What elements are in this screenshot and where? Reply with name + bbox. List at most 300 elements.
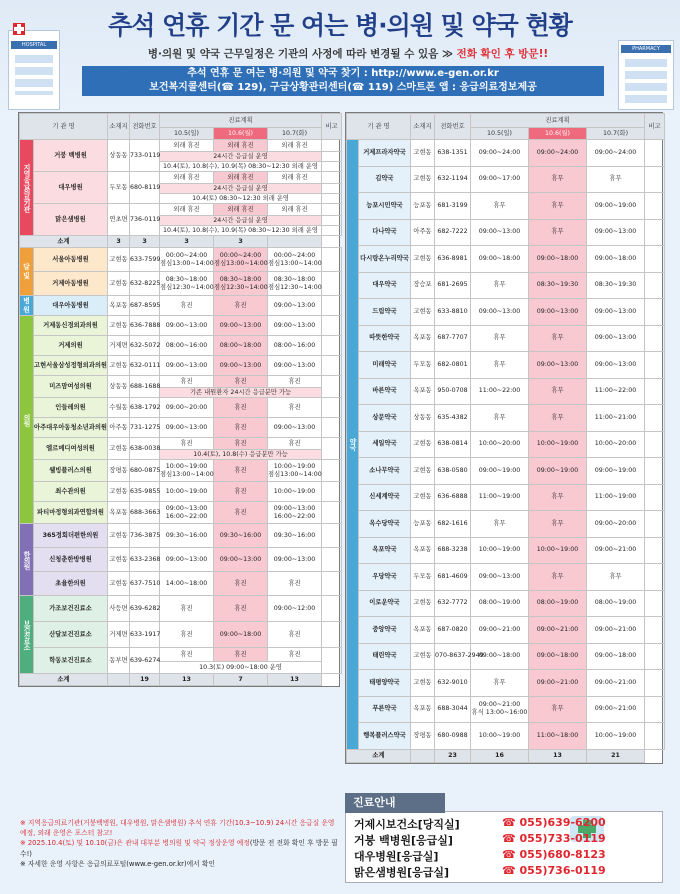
institution-name: 드림약국 [359,299,411,326]
table-cell: 휴진 [214,596,268,622]
info-line-phone: 보건복지콜센터(☎ 129), 구급상황관리센터(☎ 119) 스마트폰 앱 : 응급의료정보제공 [149,82,537,93]
institution-name: 초율한의원 [34,572,108,596]
phone-number: 637-7510 [130,572,160,596]
contact-row: 거제시보건소[당직실] ☎ 055)639-6200 [354,816,606,831]
table-cell: 휴진 [268,398,322,418]
table-cell: 고현동 [411,484,435,511]
info-line-website: 추석 연휴 문 여는 병·의원 및 약국 찾기 : http://www.e-gen.or.kr [187,68,499,79]
table-row [347,458,665,485]
table-cell: 고현동 [108,482,130,502]
table-cell: 09:00~21:00 [529,670,587,697]
table-cell: 08:00~18:00 [214,336,268,356]
table-cell: 7 [214,674,268,686]
table-cell: 09:00~18:00 [471,643,529,670]
table-cell: 두모동 [411,564,435,591]
phone-number[interactable]: ☎ 055)733-0119 [502,832,606,845]
table-row [347,378,665,405]
table-cell: 08:00~19:00 [529,590,587,617]
table-cell: 08:00~16:00 [160,336,214,356]
phone-number: 736-0119 [130,204,160,236]
table-cell: 10:00~19:00 점심13:00~14:00 [160,460,214,482]
table-cell [645,325,665,352]
institution-name: 학동보건진료소 [34,648,108,674]
institution-name: 거제프라자약국 [359,140,411,167]
table-cell [322,418,342,438]
footnote-2: ※ 2025.10.4(토) 및 10.10(금)은 관내 대부분 병의원 및 약국 정상운영 예정(방문 전 전화 확인 후 방문 필수!) [20,839,338,858]
institution-name: 인들레의원 [34,398,108,418]
category-label: 약국 [347,140,359,750]
table-cell: 10.3(토) 09:00~18:00 운영 [160,662,322,674]
table-cell: 09:00~13:00 [214,356,268,376]
institution-name: 우당약국 [359,564,411,591]
phone-number: 633-8810 [435,299,471,326]
table-cell: 휴무 [471,511,529,538]
phone-number[interactable]: ☎ 055)736-0119 [502,864,606,877]
table-cell: 13 [529,749,587,762]
institution-name: 김약국 [359,166,411,193]
institution-name: 맑은샘병원 [34,204,108,236]
table-row [347,193,665,220]
institution-name: 산달보건진료소 [34,622,108,648]
table-cell [645,458,665,485]
table-row [347,166,665,193]
table-row [20,648,342,662]
phone-number: 682-7222 [435,219,471,246]
table-cell: 휴무 [529,378,587,405]
table-cell [645,140,665,167]
table-cell [322,216,342,226]
table-row [20,482,342,502]
table-cell [322,460,342,482]
institution-name: 서울아동병원 [34,248,108,272]
table-cell: 휴진 [214,502,268,524]
institution-name: 옥포약국 [359,537,411,564]
table-cell: 00:00~24:00 점심13:00~14:00 [160,248,214,272]
table-cell [645,670,665,697]
table-cell: 08:30~19:30 [529,272,587,299]
table-cell: 휴진 [214,296,268,316]
table-cell: 23 [435,749,471,762]
table-cell: 상동동 [108,140,130,172]
table-cell: 09:30~16:00 [214,524,268,548]
category-label: 보건진료소 [20,596,34,674]
day-header-oct6: 10.6(월) [214,128,268,140]
table-cell: 3 [160,236,214,248]
phone-number: 635-9855 [130,482,160,502]
table-cell: 휴진 [160,622,214,648]
table-row [20,172,342,184]
phone-number: 688-3044 [435,696,471,723]
table-cell: 09:00~24:00 [529,140,587,167]
table-cell: 09:00~18:00 [471,246,529,273]
table-cell: 09:00~19:00 [471,458,529,485]
table-cell: 고현동 [411,140,435,167]
table-cell: 09:00~21:00 [529,617,587,644]
table-cell: 13 [268,674,322,686]
contact-box [345,811,663,883]
table-cell [322,172,342,184]
phone-number: 632-5072 [130,336,160,356]
contact-row: 대우병원[응급실] ☎ 055)680-8123 [354,848,606,863]
institution-name: 다시랑온누리약국 [359,246,411,273]
table-cell [322,438,342,460]
table-cell [645,484,665,511]
table-cell: 21 [587,749,645,762]
table-cell: 고현동 [411,643,435,670]
table-cell: 09:00~17:00 [471,166,529,193]
phone-number[interactable]: ☎ 055)680-8123 [502,848,606,861]
table-cell: 09:00~13:00 [160,356,214,376]
table-cell: 09:00~21:00 [587,696,645,723]
table-cell: 휴무 [587,564,645,591]
table-cell [322,572,342,596]
pharmacy-building-illustration [618,40,674,110]
table-cell: 외래 휴진 [214,172,268,184]
table-cell: 고현동 [108,572,130,596]
table-cell: 09:00~19:00 [587,193,645,220]
table-cell: 휴무 [471,670,529,697]
phone-number: 635-4382 [435,405,471,432]
contact-row: 맑은샘병원[응급실] ☎ 055)736-0119 [354,864,606,879]
phone-number: 682-0801 [435,352,471,379]
phone-number: 680-0875 [130,460,160,482]
table-cell [322,140,342,152]
phone-number: 070-8637-2949 [435,643,471,670]
table-cell: 휴진 [214,438,268,450]
pharmacy-table [345,112,663,764]
table-cell: 10:00~19:00 [471,537,529,564]
table-cell: 옥포동 [411,325,435,352]
institution-name: 파티마정형외과연합의원 [34,502,108,524]
institution-name: 신청춘한방병원 [34,548,108,572]
table-cell: 휴무 [529,564,587,591]
table-cell: 11:00~21:00 [587,405,645,432]
table-cell [645,511,665,538]
table-cell: 동부면 [108,648,130,674]
table-cell: 09:00~20:00 [587,511,645,538]
institution-name: 행복플러스약국 [359,723,411,750]
table-cell: 11:00~18:00 [529,723,587,750]
table-cell: 3 [108,236,130,248]
table-row [347,325,665,352]
phone-number: 632-0111 [130,356,160,376]
table-cell [322,524,342,548]
table-cell [411,749,435,762]
institution-name: 태평양약국 [359,670,411,697]
table-cell: 휴진 [214,460,268,482]
table-cell: 09:00~18:00 [529,643,587,670]
phone-number: 633-7599 [130,248,160,272]
table-cell: 휴진 [160,438,214,450]
table-cell: 09:00~18:00 [214,622,268,648]
table-cell: 외래 휴진 [160,140,214,152]
table-cell: 휴진 [214,376,268,388]
table-cell: 고현동 [108,248,130,272]
table-cell [322,204,342,216]
table-row [20,622,342,648]
phone-number[interactable]: ☎ 055)639-6200 [502,816,606,829]
table-cell: 09:00~21:00 휴식 13:00~16:00 [471,696,529,723]
table-cell: 옥포동 [108,296,130,316]
table-row [20,356,342,376]
table-cell: 휴무 [471,352,529,379]
table-cell [322,336,342,356]
table-cell: 거제면 [108,336,130,356]
table-cell: 휴무 [529,405,587,432]
table-cell: 능포동 [411,193,435,220]
table-cell: 09:30~16:00 [160,524,214,548]
phone-number: 632-1194 [435,166,471,193]
table-row [20,248,342,272]
institution-name: 거제의원 [34,336,108,356]
institution-name: 대우아동병원 [34,296,108,316]
table-cell: 아주동 [411,219,435,246]
phone-number: 733-0119 [130,140,160,172]
table-cell: 3 [130,236,160,248]
table-cell: 09:00~13:00 [587,325,645,352]
table-cell: 옥포동 [411,537,435,564]
phone-number: 687-7707 [435,325,471,352]
table-cell: 옥포동 [108,502,130,524]
table-cell: 소계 [20,236,108,248]
phone-number: 681-2695 [435,272,471,299]
table-cell: 고현동 [108,548,130,572]
table-cell: 휴무 [529,696,587,723]
subtotal-row [20,236,342,248]
col-note-header: 비고 [645,114,665,140]
col-name-header: 기 관 명 [20,114,108,140]
table-cell: 09:30~16:00 [268,524,322,548]
table-cell: 09:00~21:00 [587,670,645,697]
table-cell: 10:00~19:00 점심13:00~14:00 [268,460,322,482]
phone-number: 636-7888 [130,316,160,336]
table-cell [645,405,665,432]
table-cell: 09:00~13:00 [587,219,645,246]
table-cell: 휴무 [529,511,587,538]
table-cell [322,398,342,418]
table-cell: 00:00~24:00 점심13:00~14:00 [268,248,322,272]
table-cell: 상동동 [108,376,130,398]
table-cell: 휴무 [587,166,645,193]
contact-row: 거붕 백병원[응급실] ☎ 055)733-0119 [354,832,606,847]
institution-name: 미래약국 [359,352,411,379]
table-cell: 고현동 [411,590,435,617]
phone-number: 731-1275 [130,418,160,438]
table-cell: 24시간 응급실 운영 [160,184,322,194]
contact-panel [345,793,663,885]
table-cell: 외래 휴진 [268,172,322,184]
table-row [20,460,342,482]
table-cell: 소계 [20,674,108,686]
hospital-table [18,112,340,687]
hospital-cross-icon [13,23,25,35]
contact-title: 진료안내 [345,793,445,813]
table-cell: 장승포 [411,272,435,299]
institution-name: 상문약국 [359,405,411,432]
table-cell: 휴진 [160,376,214,388]
phone-number: 680-0988 [435,723,471,750]
phone-number: 680-8119 [130,172,160,204]
table-row [347,140,665,167]
table-cell: 10.4(토), 10.8(수) 응급분만 가능 [160,450,322,460]
table-cell: 09:00~13:00 [529,352,587,379]
institution-name: 엘르메디여성의원 [34,438,108,460]
table-cell: 09:00~19:00 [529,458,587,485]
category-label: 지역응급의료기관 [20,140,34,236]
table-cell: 14:00~18:00 [160,572,214,596]
table-row [347,246,665,273]
table-cell [645,643,665,670]
table-row [20,376,342,388]
col-plan-header: 진료계획 [471,114,645,128]
institution-name: 최수관의원 [34,482,108,502]
institution-name: 중앙약국 [359,617,411,644]
table-cell [322,194,342,204]
category-label: 한의원 [20,524,34,596]
table-cell [108,674,130,686]
page-title: 추석 연휴 기간 문 여는 병·의원 및 약국 현황 [108,11,572,40]
info-banner [82,66,604,96]
table-cell: 휴진 [214,648,268,662]
table-row [20,140,342,152]
table-cell: 10.4(토) 08:30~12:30 외래 운영 [160,194,322,204]
table-cell: 휴무 [529,484,587,511]
table-row [347,405,665,432]
institution-name: 신세계약국 [359,484,411,511]
table-cell [322,622,342,648]
table-cell: 00:00~24:00 점심13:00~14:00 [214,248,268,272]
table-cell: 휴무 [471,405,529,432]
table-cell: 09:00~13:00 [268,356,322,376]
table-cell [322,356,342,376]
table-cell: 10.4(토), 10.8(수), 10.9(목) 08:30~12:30 외래 운영 [160,162,322,172]
table-cell [645,723,665,750]
table-cell: 고현동 [108,356,130,376]
col-note-header: 비고 [322,114,342,140]
table-cell: 09:00~13:00 [268,418,322,438]
table-cell: 08:00~19:00 [587,590,645,617]
table-cell: 08:30~18:00 점심12:30~14:00 [214,272,268,296]
hospital-building-illustration [8,30,60,110]
table-cell: 11:00~22:00 [587,378,645,405]
phone-number: 682-1616 [435,511,471,538]
day-header-oct6: 10.6(월) [529,128,587,140]
table-cell: 08:00~16:00 [268,336,322,356]
institution-name: 365정회더편한의원 [34,524,108,548]
table-cell: 10:00~20:00 [587,431,645,458]
institution-name: 대우약국 [359,272,411,299]
table-cell: 휴무 [529,166,587,193]
table-row [20,572,342,596]
institution-name: 웰빙플러스의원 [34,460,108,482]
table-row [20,336,342,356]
table-cell: 11:00~22:00 [471,378,529,405]
table-cell: 두모동 [411,352,435,379]
footnote-3: ※ 자세한 운영 사항은 응급의료포털(www.e-gen.or.kr)에서 확인 [20,859,216,868]
pharmacy-sign: PHARMACY [621,45,671,53]
table-cell [322,152,342,162]
table-cell: 11:00~19:00 [587,484,645,511]
schedule-change-note: 병·의원 및 약국 근무일정은 기관의 사정에 따라 변경될 수 있음 ≫ 전화 확인 후 방문!! [147,48,549,60]
table-row [347,352,665,379]
table-cell: 24시간 응급실 운영 [160,216,322,226]
table-row [20,418,342,438]
phone-number: 633-1917 [130,622,160,648]
table-cell: 휴무 [529,193,587,220]
day-header-oct5: 10.5(일) [471,128,529,140]
phone-number: 688-1688 [130,376,160,398]
table-cell: 24시간 응급실 운영 [160,152,322,162]
table-cell: 16 [471,749,529,762]
table-row [347,723,665,750]
table-cell: 휴진 [214,572,268,596]
table-cell: 휴무 [529,219,587,246]
table-cell: 09:00~13:00 [268,548,322,572]
table-cell: 수월동 [108,398,130,418]
table-cell: 휴진 [214,398,268,418]
phone-number: 638-0038 [130,438,160,460]
table-cell: 09:00~13:00 [471,219,529,246]
header-banner [0,0,680,120]
institution-name: 옥수당약국 [359,511,411,538]
table-cell: 10.4(토), 10.8(수), 10.9(목) 08:30~12:30 외래 운영 [160,226,322,236]
table-cell [322,482,342,502]
col-loc-header: 소재지 [411,114,435,140]
category-label: 병원 [20,296,34,316]
table-cell [322,272,342,296]
table-cell: 고현동 [108,272,130,296]
table-cell: 08:00~19:00 [471,590,529,617]
phone-number: 639-6282 [130,596,160,622]
table-cell: 외래 휴진 [214,140,268,152]
table-cell: 09:00~24:00 [471,140,529,167]
phone-number: 687-8595 [130,296,160,316]
table-cell: 09:00~13:00 [160,316,214,336]
institution-name: 따뜻한약국 [359,325,411,352]
table-cell: 09:00~13:00 [268,316,322,336]
table-cell: 고현동 [411,246,435,273]
table-cell: 거제면 [108,622,130,648]
table-cell: 휴진 [160,596,214,622]
phone-number: 632-9010 [435,670,471,697]
table-cell: 08:30~18:00 점심12:30~14:00 [160,272,214,296]
table-row [347,511,665,538]
table-cell [645,352,665,379]
table-row [20,296,342,316]
phone-number: 688-3238 [435,537,471,564]
table-cell [322,376,342,398]
institution-name: 대우병원 [34,172,108,204]
table-cell: 09:00~13:00 [214,548,268,572]
institution-name: 능포시민약국 [359,193,411,220]
table-cell: 10:00~19:00 [471,723,529,750]
table-cell: 09:00~13:00 16:00~22:00 [268,502,322,524]
table-cell: 휴진 [160,296,214,316]
table-cell: 09:00~19:00 [587,458,645,485]
table-cell: 고현동 [411,670,435,697]
institution-name: 세일약국 [359,431,411,458]
day-header-oct7: 10.7(화) [268,128,322,140]
phone-number: 681-4609 [435,564,471,591]
institution-name: 가조보건진료소 [34,596,108,622]
table-cell [645,537,665,564]
table-cell: 09:00~13:00 [160,418,214,438]
table-row [347,299,665,326]
table-cell [268,236,322,248]
table-cell: 연초면 [108,204,130,236]
table-row [347,484,665,511]
institution-name: 다나약국 [359,219,411,246]
